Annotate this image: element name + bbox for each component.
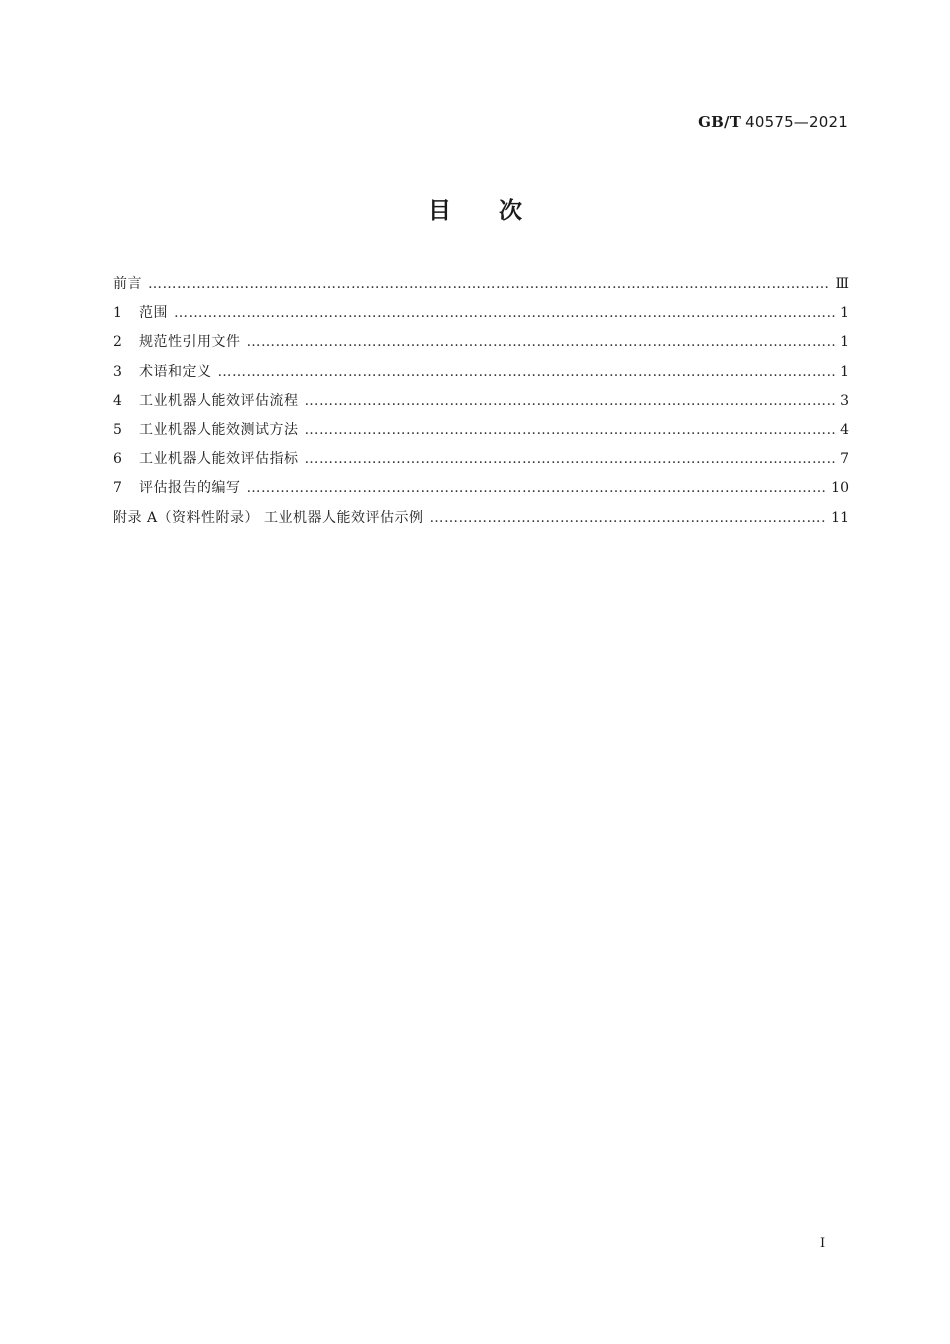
toc-entry-number: 7 bbox=[113, 480, 122, 497]
toc-entry-page: 3 bbox=[840, 392, 849, 409]
toc-entry-page: 7 bbox=[840, 451, 849, 468]
toc-leader-dots bbox=[305, 416, 836, 445]
page-title: 目次 bbox=[428, 198, 570, 224]
page-number: Ⅰ bbox=[820, 1236, 826, 1251]
toc-entry-label: 工业机器人能效评估流程 bbox=[139, 392, 299, 409]
toc-entry-label: 术语和定义 bbox=[139, 363, 212, 380]
toc-entry-page: 1 bbox=[840, 363, 849, 380]
toc-entry-6[interactable] bbox=[113, 445, 849, 474]
toc-entry-3[interactable] bbox=[113, 358, 849, 387]
table-of-contents bbox=[113, 270, 849, 533]
toc-entry-page: 11 bbox=[831, 509, 849, 526]
toc-entry-5[interactable] bbox=[113, 416, 849, 445]
toc-leader-dots bbox=[247, 474, 828, 503]
toc-entry-number: 2 bbox=[113, 334, 122, 351]
toc-entry-label: 评估报告的编写 bbox=[139, 480, 241, 497]
toc-entry-page: 4 bbox=[840, 421, 849, 438]
toc-entry-number: 5 bbox=[113, 421, 122, 438]
toc-leader-dots bbox=[305, 387, 836, 416]
toc-entry-page: 1 bbox=[840, 305, 849, 322]
toc-entry-page: 1 bbox=[840, 334, 849, 351]
standard-code bbox=[698, 113, 848, 131]
toc-entry-number: 4 bbox=[113, 392, 122, 409]
toc-entry-page: 10 bbox=[831, 480, 849, 497]
toc-leader-dots bbox=[305, 445, 836, 474]
toc-entry-label: 范围 bbox=[139, 305, 168, 322]
toc-entry-label: 工业机器人能效测试方法 bbox=[139, 421, 299, 438]
toc-entry-number: 1 bbox=[113, 305, 122, 322]
toc-entry-label: 前言 bbox=[113, 276, 142, 292]
toc-leader-dots bbox=[247, 328, 836, 357]
toc-entry-appendix-a[interactable] bbox=[113, 504, 849, 533]
toc-leader-dots bbox=[174, 299, 835, 328]
toc-entry-number: 3 bbox=[113, 363, 122, 380]
toc-entry-1[interactable] bbox=[113, 299, 849, 328]
standard-prefix: GB/T bbox=[698, 113, 742, 131]
toc-leader-dots bbox=[430, 504, 828, 533]
toc-entry-2[interactable] bbox=[113, 328, 849, 357]
toc-entry-4[interactable] bbox=[113, 387, 849, 416]
toc-entry-label: 规范性引用文件 bbox=[139, 334, 241, 351]
toc-entry-label: 工业机器人能效评估指标 bbox=[139, 451, 299, 468]
toc-entry-foreword[interactable] bbox=[113, 270, 849, 299]
toc-leader-dots bbox=[148, 270, 831, 299]
toc-entry-7[interactable] bbox=[113, 474, 849, 503]
toc-entry-page: Ⅲ bbox=[835, 276, 849, 292]
standard-number: 40575—2021 bbox=[745, 113, 848, 131]
toc-entry-number: 6 bbox=[113, 451, 122, 468]
toc-leader-dots bbox=[218, 358, 836, 387]
toc-entry-label: 附录 A（资料性附录） 工业机器人能效评估示例 bbox=[113, 509, 424, 526]
